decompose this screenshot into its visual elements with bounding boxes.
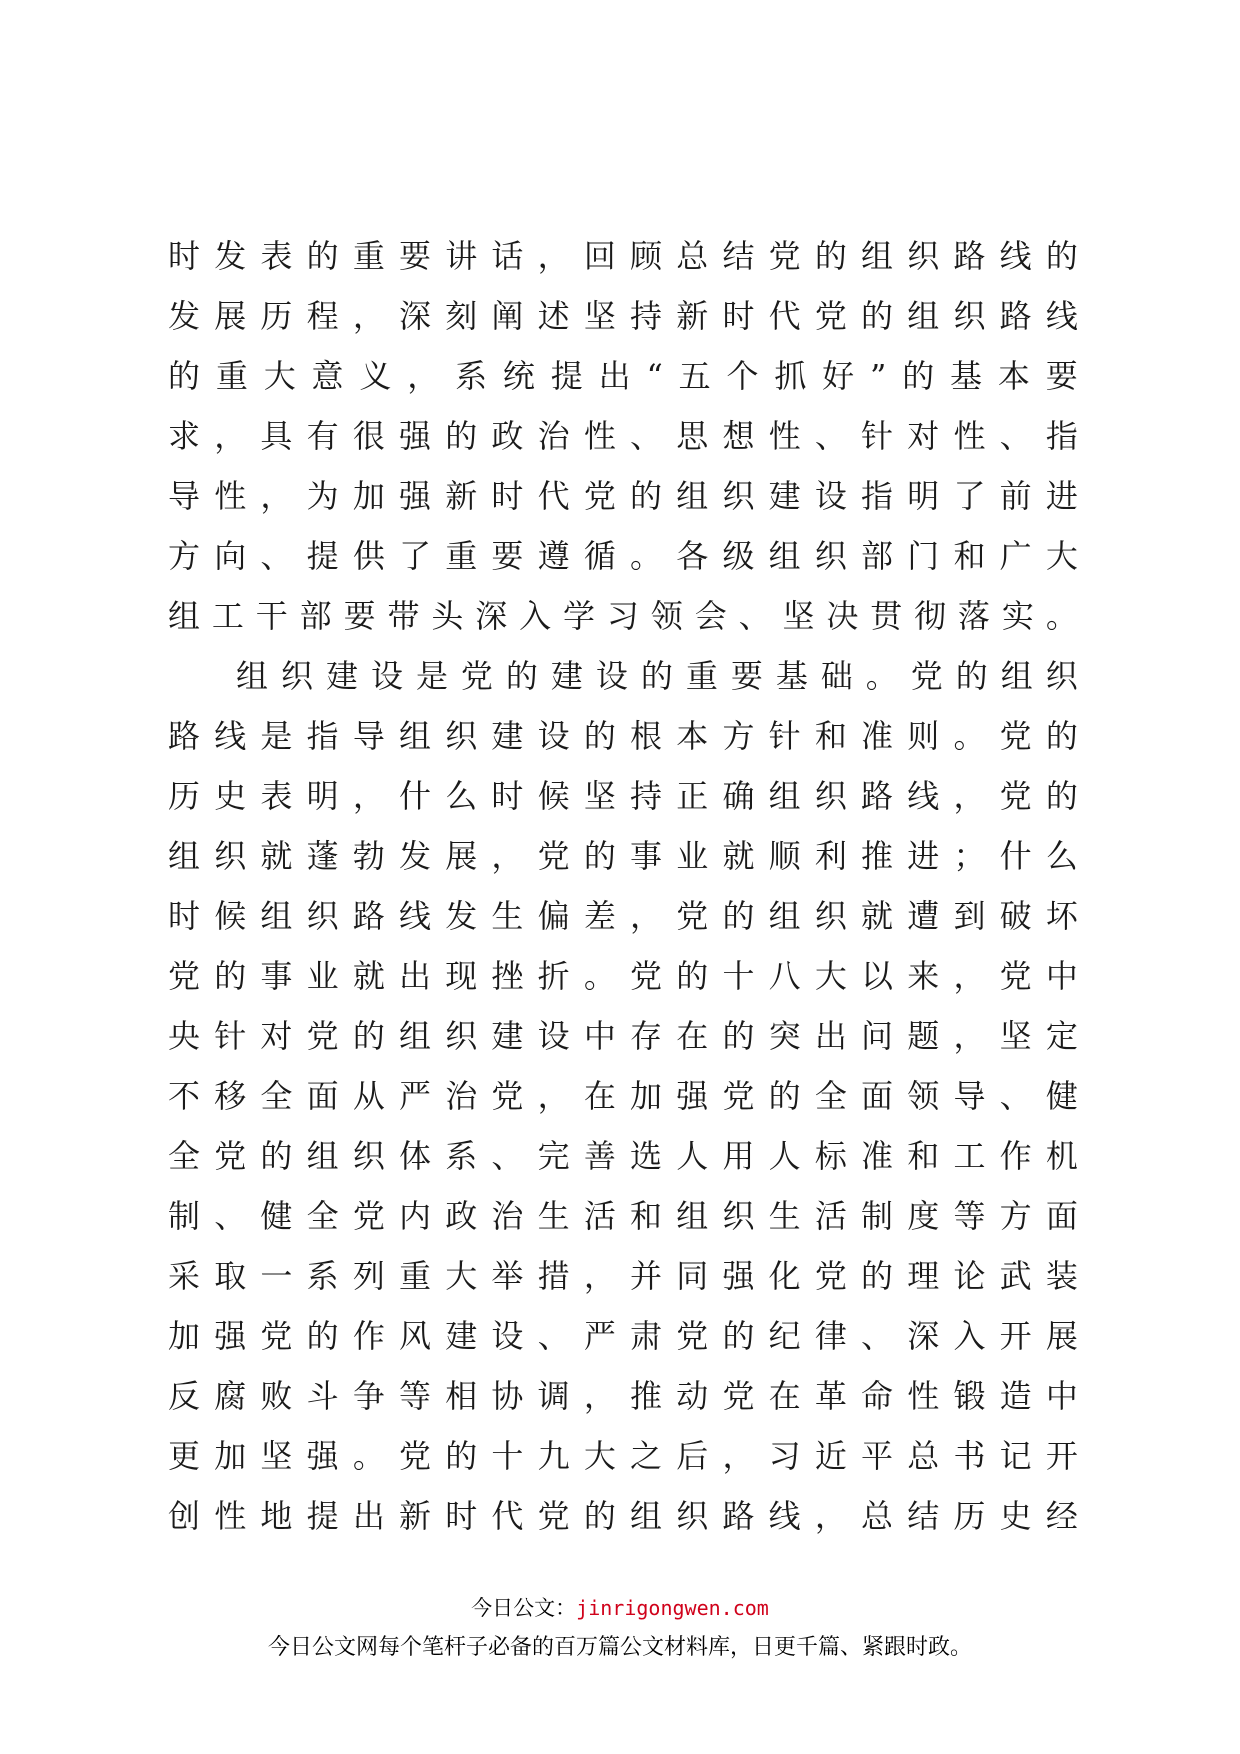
- text-line: 组 织 就 蓬 勃 发 展 ， 党 的 事 业 就 顺 利 推 进 ； 什 么: [168, 837, 1078, 875]
- text-line: 央 针 对 党 的 组 织 建 设 中 存 在 的 突 出 问 题 ， 坚 定: [168, 1017, 1078, 1055]
- text-line: 全 党 的 组 织 体 系 、 完 善 选 人 用 人 标 准 和 工 作 机: [168, 1137, 1078, 1175]
- text-line: 时 发 表 的 重 要 讲 话 ， 回 顾 总 结 党 的 组 织 路 线 的: [168, 237, 1078, 275]
- text-line: 采 取 一 系 列 重 大 举 措 ， 并 同 强 化 党 的 理 论 武 装: [168, 1257, 1078, 1295]
- text-line: 的 重 大 意 义 ， 系 统 提 出 “ 五 个 抓 好 ” 的 基 本 要: [168, 357, 1078, 395]
- footer-site-url[interactable]: jinrigongwen.com: [576, 1596, 769, 1620]
- text-line: 方 向 、 提 供 了 重 要 遵 循 。 各 级 组 织 部 门 和 广 大: [168, 537, 1078, 575]
- text-line: 加 强 党 的 作 风 建 设 、 严 肃 党 的 纪 律 、 深 入 开 展: [168, 1317, 1078, 1355]
- body-text: [168, 226, 1078, 1546]
- text-line: 不 移 全 面 从 严 治 党 ， 在 加 强 党 的 全 面 领 导 、 健: [168, 1077, 1078, 1115]
- text-line: 制 、 健 全 党 内 政 治 生 活 和 组 织 生 活 制 度 等 方 面: [168, 1197, 1078, 1235]
- footer-site-label: 今日公文：: [471, 1596, 577, 1620]
- text-line: 更 加 坚 强 。 党 的 十 九 大 之 后 ， 习 近 平 总 书 记 开: [168, 1437, 1078, 1475]
- text-line: 组 织 建 设 是 党 的 建 设 的 重 要 基 础 。 党 的 组 织: [236, 657, 1078, 695]
- text-line: 党 的 事 业 就 出 现 挫 折 。 党 的 十 八 大 以 来 ， 党 中: [168, 957, 1078, 995]
- text-line: 创 性 地 提 出 新 时 代 党 的 组 织 路 线 ， 总 结 历 史 经: [168, 1497, 1078, 1535]
- text-line: 时 候 组 织 路 线 发 生 偏 差 ， 党 的 组 织 就 遭 到 破 坏: [168, 897, 1078, 935]
- text-line: 路 线 是 指 导 组 织 建 设 的 根 本 方 针 和 准 则 。 党 的: [168, 717, 1078, 755]
- text-line: 历 史 表 明 ， 什 么 时 候 坚 持 正 确 组 织 路 线 ， 党 的: [168, 777, 1078, 815]
- text-line: 导 性 ， 为 加 强 新 时 代 党 的 组 织 建 设 指 明 了 前 进: [168, 477, 1078, 515]
- footer-slogan: 今日公文网每个笔杆子必备的百万篇公文材料库，日更千篇、紧跟时政。: [267, 1635, 972, 1660]
- footer-site: [0, 1592, 1240, 1622]
- text-line: 求 ， 具 有 很 强 的 政 治 性 、 思 想 性 、 针 对 性 、 指: [168, 417, 1078, 455]
- text-line: 反 腐 败 斗 争 等 相 协 调 ， 推 动 党 在 革 命 性 锻 造 中: [168, 1377, 1078, 1415]
- text-line: 发 展 历 程 ， 深 刻 阐 述 坚 持 新 时 代 党 的 组 织 路 线: [168, 297, 1078, 335]
- text-line: 组 工 干 部 要 带 头 深 入 学 习 领 会 、 坚 决 贯 彻 落 实 。: [168, 597, 1078, 635]
